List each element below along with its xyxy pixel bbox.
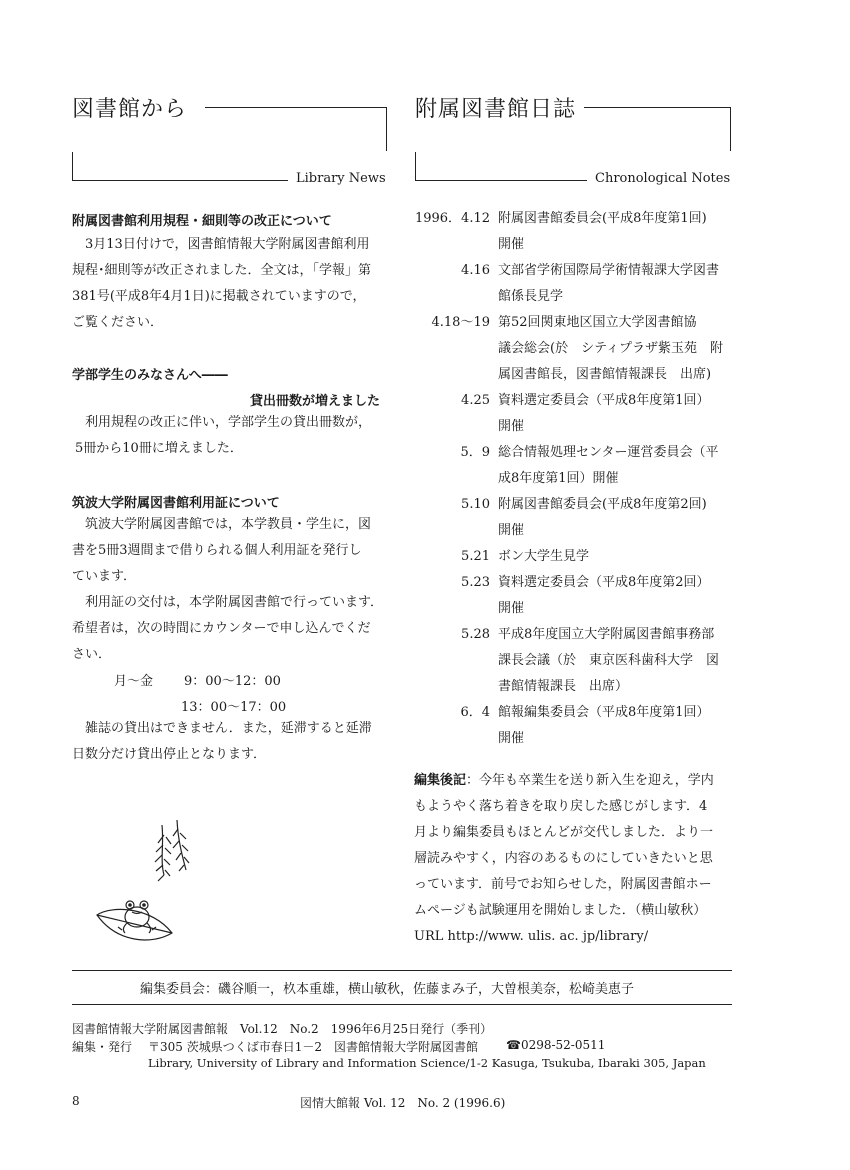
log-date: 5.28 — [461, 627, 490, 642]
editor-note-line: ：今年も卒業生を送り新入生を迎え，学内 — [466, 773, 714, 788]
log-text-line: 附属図書館委員会(平成8年度第2回) — [498, 497, 707, 512]
section1-heading: 附属図書館利用規程・細則等の改正について — [72, 214, 332, 229]
log-text-line: 附属図書館委員会(平成8年度第1回) — [498, 211, 707, 226]
right-header-rule-left — [415, 152, 416, 180]
colophon-line1: 図書館情報大学附属図書館報 Vol.12 No.2 1996年6月25日発行（季刊） — [72, 1022, 493, 1036]
committee-members: 編集委員会：磯谷順一，杦本重雄，横山敏秋，佐藤まみ子，大曽根美奈，松崎美恵子 — [140, 982, 635, 997]
log-text-line: 属図書館長，図書館情報課長 出席) — [498, 367, 712, 382]
frog-illustration — [92, 815, 202, 955]
editor-note-line: 月より編集委員もほとんどが交代しました．より一 — [414, 825, 714, 840]
section3-heading: 筑波大学附属図書館利用証について — [72, 496, 280, 511]
section2-subheading: 貸出冊数が増えました — [250, 394, 381, 409]
log-date: 5.10 — [461, 497, 490, 512]
editor-note-line: ムページも試験運用を開始しました．（横山敏秋） — [414, 903, 707, 918]
section2-heading: 学部学生のみなさんへ―― — [72, 368, 228, 383]
left-header-rule-right — [386, 107, 387, 151]
editor-note-line: っています．前号でお知らせした，附属図書館ホー — [414, 877, 712, 892]
log-text-line: 課長会議（於 東京医科歯科大学 図 — [498, 653, 720, 668]
log-text — [498, 700, 734, 752]
log-text-line: 書館情報課長 出席） — [498, 679, 629, 694]
log-text — [498, 544, 734, 570]
section3-line: さい． — [72, 647, 112, 662]
page-number: 8 — [72, 1094, 80, 1108]
log-text — [498, 622, 734, 700]
log-date: 4.25 — [461, 393, 490, 408]
right-header-rule-bottom — [415, 180, 587, 181]
log-text-line: 館係長見学 — [498, 289, 564, 304]
log-text-line: 総合情報処理センター運営委員会（平 — [498, 445, 719, 460]
log-text-line: 開催 — [498, 237, 525, 252]
section1-line: ご覧ください． — [72, 315, 164, 330]
log-date: 5．9 — [460, 445, 490, 460]
hours-morning: 9：00～12：00 — [184, 674, 281, 689]
section3-line: 利用証の交付は，本学附属図書館で行っています． — [85, 595, 383, 610]
log-text-line: 文部省学術国際局学術情報課大学図書 — [498, 263, 720, 278]
editor-note-url: URL http://www. ulis. ac. jp/library/ — [414, 929, 649, 944]
section1-line: 規程･細則等が改正されました．全文は，「学報」第 — [72, 263, 372, 278]
colophon-tel: ☎0298-52-0511 — [506, 1038, 606, 1052]
section3-line: ています． — [72, 569, 136, 584]
section2-line: 利用規程の改正に伴い，学部学生の貸出冊数が， — [85, 415, 372, 430]
log-text — [498, 440, 734, 492]
log-date: 5.21 — [461, 549, 490, 564]
log-text-line: 開催 — [498, 523, 525, 538]
editor-note-line: 層読みやすく，内容のあるものにしていきたいと思 — [414, 851, 713, 866]
log-text — [498, 570, 734, 622]
log-text-line: 開催 — [498, 419, 525, 434]
section3-body — [72, 512, 390, 668]
colophon-address: 〒305 茨城県つくば市春日1－2 図書館情報大学附属図書館 — [148, 1040, 478, 1054]
right-header-title: 附属図書館日誌 — [415, 97, 577, 122]
section3-line: 筑波大学附属図書館では，本学教員・学生に，図 — [85, 517, 372, 532]
section3-line: 雑誌の貸出はできません．また，延滞すると延滞 — [85, 721, 372, 736]
log-text-line: 資料選定委員会（平成8年度第1回） — [498, 393, 710, 408]
log-text-line: 開催 — [498, 601, 525, 616]
log-text-line: 議会総会(於 シティプラザ紫玉苑 附 — [498, 341, 724, 356]
section3-line: 書を5冊3週間まで借りられる個人利用証を発行し — [72, 543, 362, 558]
left-header-title: 図書館から — [72, 97, 188, 122]
hours-days: 月～金 — [114, 674, 154, 689]
colophon-label: 編集・発行 — [72, 1040, 133, 1054]
section2-line: 5冊から10冊に増えました． — [75, 441, 243, 456]
editor-note — [414, 768, 734, 950]
colophon-english: Library, University of Library and Information Science/1-2 Kasuga, Tsukuba, Ibaraki 305, Japan — [148, 1056, 706, 1070]
right-header-subtitle: Chronological Notes — [595, 171, 731, 186]
section3-body-2 — [72, 716, 390, 768]
committee-rule-bottom — [72, 1004, 732, 1005]
left-header-subtitle: Library News — [296, 171, 386, 186]
editor-note-label: 編集後記 — [414, 773, 467, 788]
running-footer: 図情大館報 Vol. 12 No. 2 (1996.6) — [300, 1096, 506, 1110]
log-date: 4.16 — [461, 263, 490, 278]
log-text — [498, 258, 734, 310]
log-text-line: 資料選定委員会（平成8年度第2回） — [498, 575, 710, 590]
left-header-rule-bottom — [72, 180, 288, 181]
section3-line: 日数分だけ貸出停止となります． — [72, 747, 266, 762]
section3-line: 希望者は，次の時間にカウンターで申し込んでくだ — [72, 621, 371, 636]
right-header-rule-right — [730, 107, 731, 151]
hours-afternoon: 13：00～17：00 — [181, 700, 287, 715]
section1-line: 381号(平成8年4月1日)に掲載されていますので， — [72, 289, 366, 304]
log-text-line: 平成8年度国立大学附属図書館事務部 — [498, 627, 715, 642]
log-date: 4.18～19 — [431, 315, 490, 330]
section2-body — [72, 410, 390, 462]
left-header-rule-left — [72, 152, 73, 180]
log-date: 6．4 — [460, 705, 490, 720]
log-text — [498, 388, 734, 440]
log-date: 5.23 — [461, 575, 490, 590]
log-date: 1996．4.12 — [414, 211, 490, 226]
log-text — [498, 310, 734, 388]
editor-note-line-first — [414, 768, 734, 794]
editor-note-line: もようやく落ち着きを取り戻した感じがします．4 — [414, 799, 708, 814]
log-text-line: 開催 — [498, 731, 525, 746]
committee-rule-top — [72, 970, 732, 971]
log-text-line: ボン大学生見学 — [498, 549, 590, 564]
log-text-line: 第52回関東地区国立大学図書館協 — [498, 315, 697, 330]
left-header-rule-top — [205, 107, 386, 108]
log-text — [498, 206, 734, 258]
log-text-line: 成8年度第1回）開催 — [498, 471, 619, 486]
log-text — [498, 492, 734, 544]
section1-body — [72, 232, 390, 336]
log-text-line: 館報編集委員会（平成8年度第1回） — [498, 705, 710, 720]
section1-line: 3月13日付けで，図書館情報大学附属図書館利用 — [85, 237, 370, 252]
right-header-rule-top — [584, 107, 730, 108]
